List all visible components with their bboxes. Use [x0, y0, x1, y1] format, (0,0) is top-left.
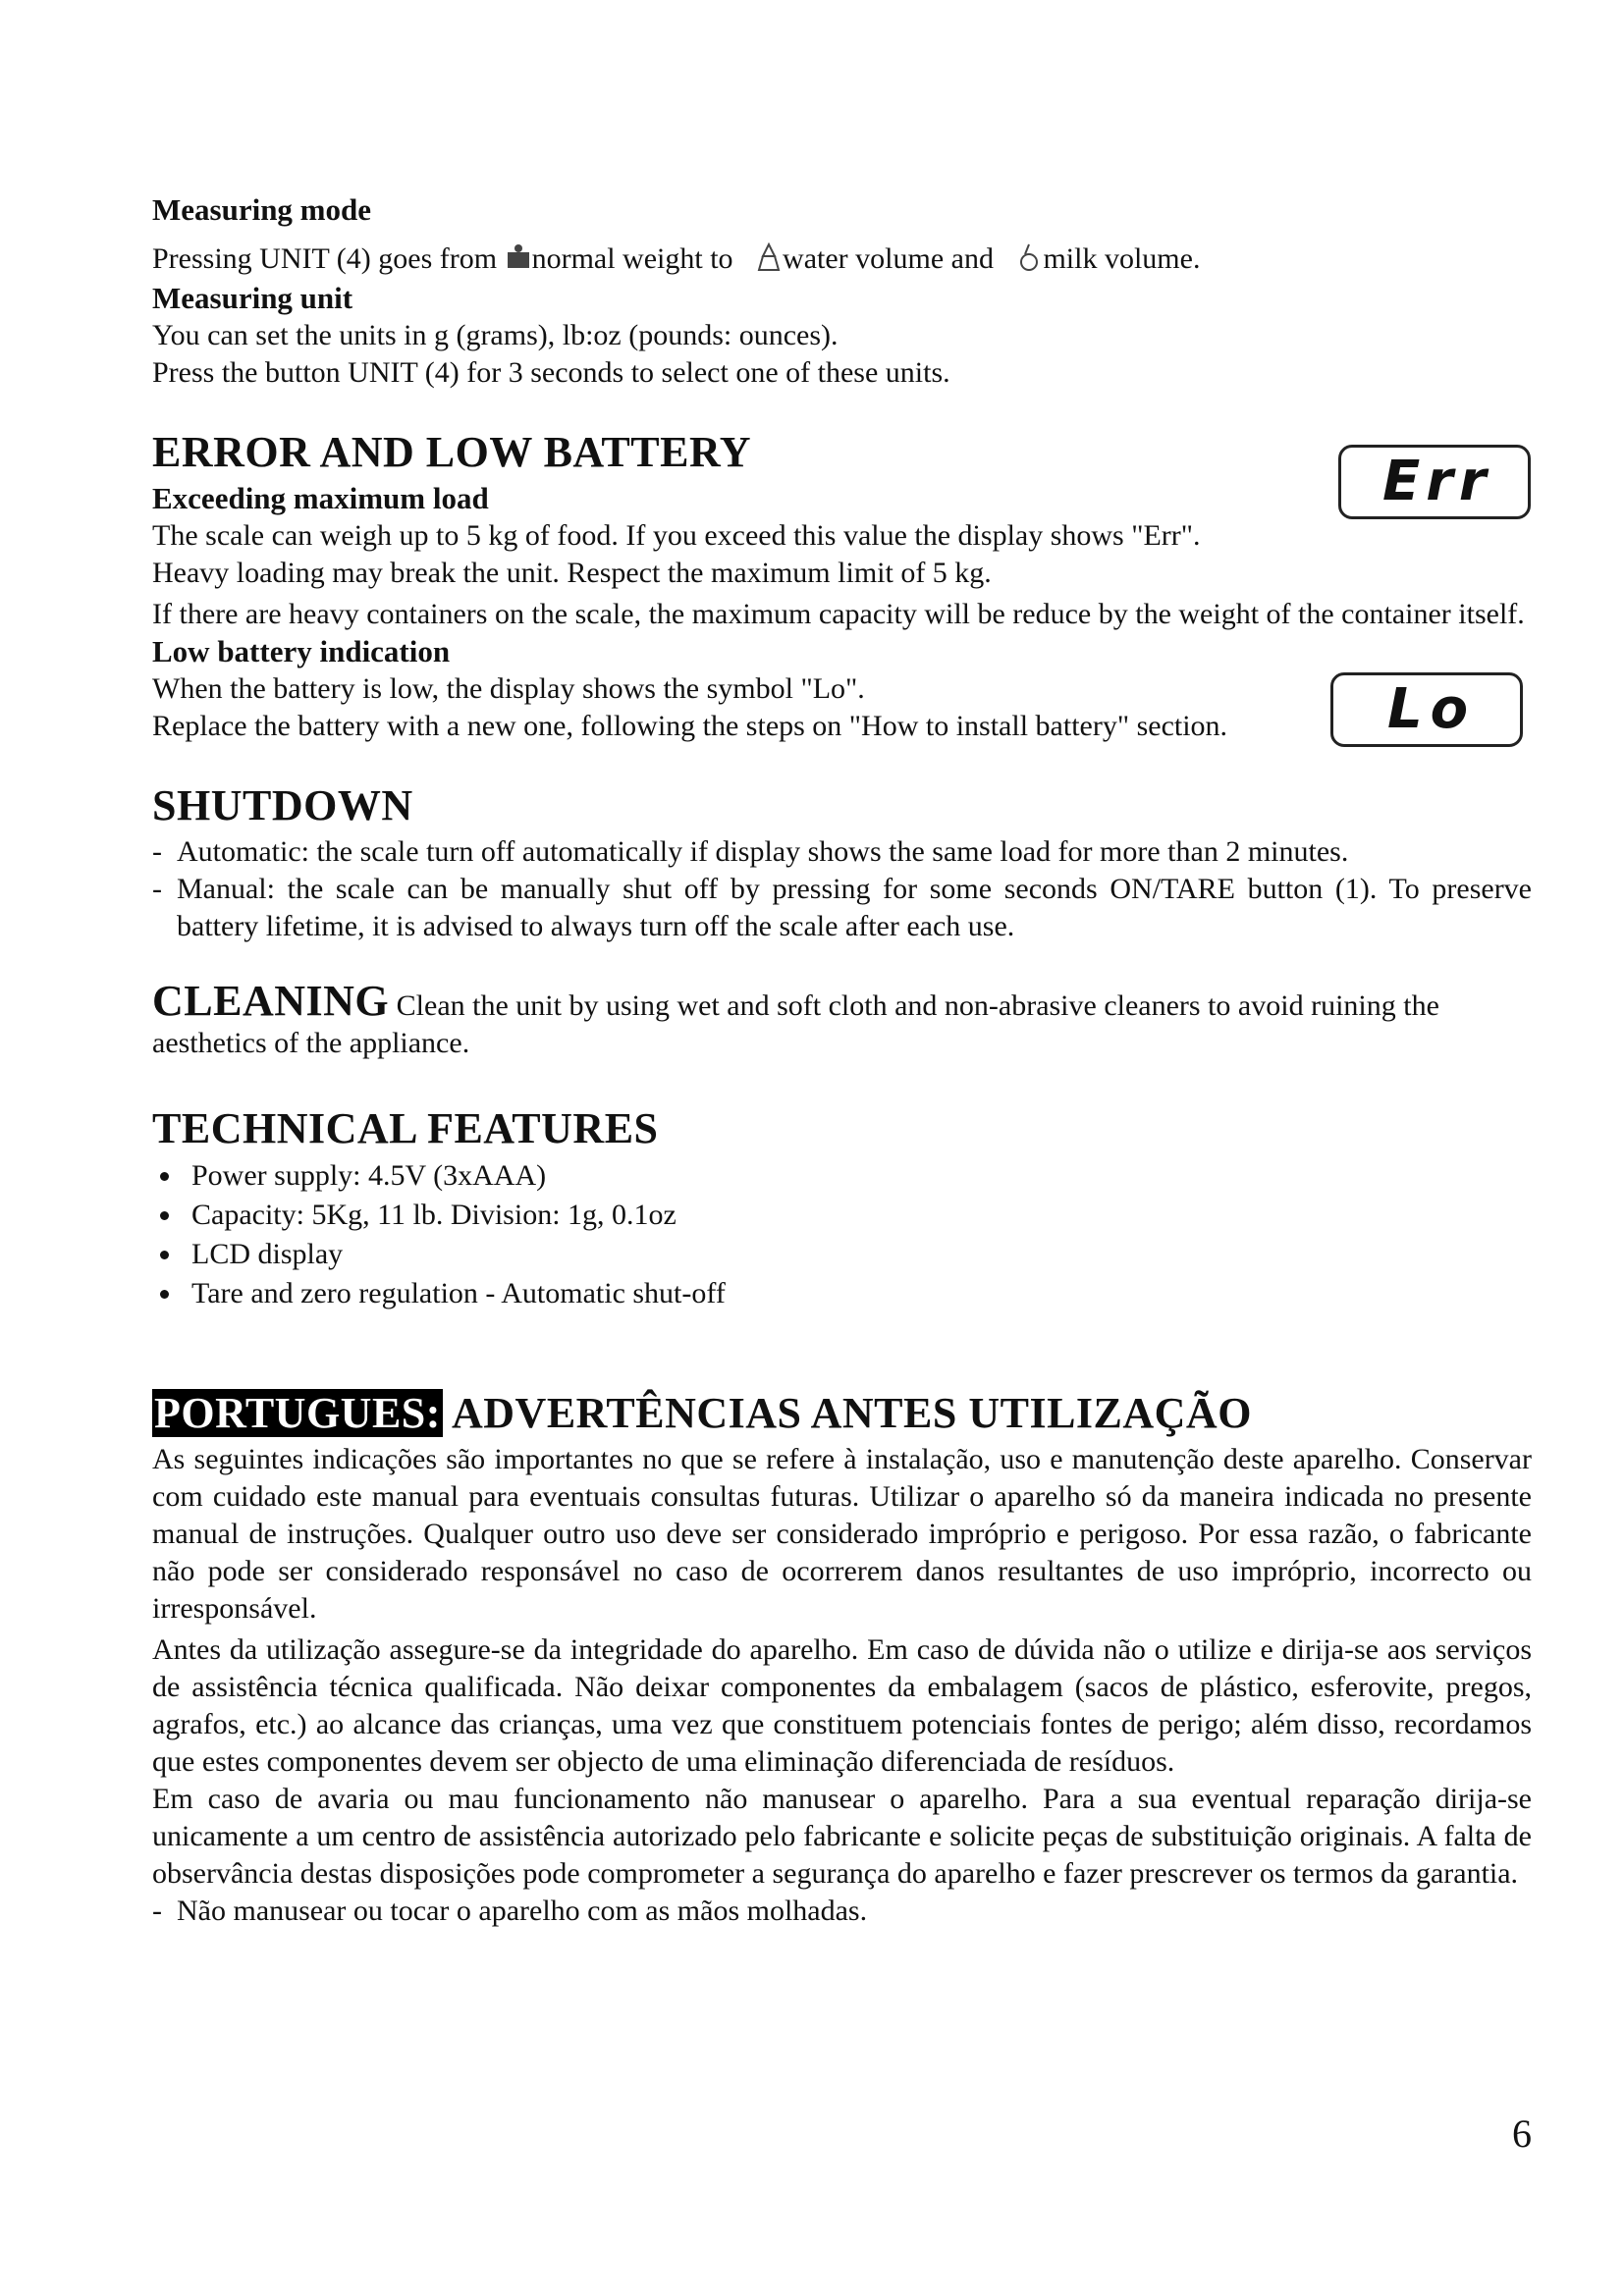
measuring-unit-line-1: You can set the units in g (grams), lb:oz (pounds: ounces). [152, 319, 839, 351]
measuring-mode-text-2: normal weight to [531, 242, 741, 275]
technical-list [152, 1156, 1532, 1313]
document-body [152, 191, 1532, 1930]
portugues-paragraph-3: Em caso de avaria ou mau funcionamento não manusear o aparelho. Para a sua eventual reparação dirija-se unicamente a um centro de assistência autorizado pelo fabricante e solicite peças de substituição originais. A falta de observância destas disposições pode comprometer a segurança do aparelho e fazer prescrever os termos da garantia. [152, 1783, 1532, 1890]
low-battery-line-1: When the battery is low, the display shows the symbol "Lo". [152, 672, 865, 705]
measuring-mode-heading: Measuring mode [152, 192, 372, 227]
exceed-line-3: If there are heavy containers on the scale, the maximum capacity will be reduce by the weight of the container itself. [152, 598, 1525, 630]
technical-item: • LCD display [184, 1235, 1532, 1274]
portugues-title [152, 1386, 1532, 1441]
dash-marker: - [152, 1895, 162, 1927]
dash-marker: - [152, 835, 162, 868]
lo-display-text: Lo [1387, 677, 1477, 741]
cleaning-paragraph [152, 977, 1532, 1062]
shutdown-item-automatic: Automatic: the scale turn off automatically if display shows the same load for more than 2 minutes. [177, 835, 1349, 868]
portugues-bullet [152, 1893, 1532, 1930]
low-battery-line-2: Replace the battery with a new one, following the steps on "How to install battery" section. [152, 710, 1228, 742]
exceed-line-2: Heavy loading may break the unit. Respect the maximum limit of 5 kg. [152, 557, 992, 589]
weight-icon [505, 242, 532, 272]
milk-drop-icon [1015, 242, 1043, 272]
portugues-heading: ADVERTÊNCIAS ANTES UTILIZAÇÃO [442, 1389, 1252, 1437]
error-section-title: ERROR AND LOW BATTERY [152, 428, 751, 476]
portugues-label: PORTUGUES: [154, 1389, 441, 1437]
cleaning-text: Clean the unit by using wet and soft cloth and non-abrasive cleaners to avoid ruining the aesthetics of the appliance. [152, 989, 1439, 1059]
water-drop-icon [755, 242, 783, 272]
portugues-paragraph-2: Antes da utilização assegure-se da integridade do aparelho. Em caso de dúvida não o utilize e dirija-se aos serviços de assistência técnica qualificada. Não deixar componentes da embalagem (sacos de plástico, esferovite, pregos, agrafos, etc.) ao alcance das crianças, uma vez que constituem potenciais fontes de perigo; além disso, recordamos que estes componentes devem ser objecto de uma eliminação diferenciada de resíduos. [152, 1633, 1532, 1778]
portugues-bullet-text: Não manusear ou tocar o aparelho com as mãos molhadas. [177, 1895, 868, 1927]
measuring-mode-text [152, 240, 1532, 278]
measuring-unit-line-2: Press the button UNIT (4) for 3 seconds to select one of these units. [152, 356, 950, 389]
measuring-mode-text-1: Pressing UNIT (4) goes from [152, 242, 505, 275]
page-number: 6 [1512, 2111, 1532, 2156]
measuring-mode-text-4: milk volume. [1043, 242, 1201, 275]
exceed-heading: Exceeding maximum load [152, 481, 489, 515]
exceed-line-1: The scale can weigh up to 5 kg of food. If you exceed this value the display shows "Err". [152, 519, 1201, 552]
technical-title: TECHNICAL FEATURES [152, 1104, 659, 1152]
portugues-paragraph-1: As seguintes indicações são importantes no que se refere à instalação, uso e manutenção deste aparelho. Conservar com cuidado este manual para eventuais consultas futuras. Utilizar o aparelho só da maneira indicada no presente manual de instruções. Qualquer outro uso deve ser considerado impróprio e perigoso. Por essa razão, o fabricante não pode ser considerado responsável no caso de ocorrerem danos resultantes de uso impróprio, incorrecto ou irresponsável. [152, 1443, 1532, 1625]
shutdown-item-manual: Manual: the scale can be manually shut off by pressing for some seconds ON/TARE button (1). To preserve battery lifetime, it is advised to always turn off the scale after each use. [177, 873, 1532, 942]
technical-item: • Tare and zero regulation - Automatic shut-off [184, 1274, 1532, 1313]
low-battery-heading: Low battery indication [152, 634, 451, 668]
shutdown-title: SHUTDOWN [152, 781, 413, 829]
measuring-mode-text-3: water volume and [783, 242, 1001, 275]
shutdown-item [152, 833, 1532, 871]
measuring-unit-heading: Measuring unit [152, 281, 353, 315]
cleaning-title: CLEANING [152, 977, 390, 1025]
shutdown-item [152, 871, 1532, 945]
err-display-text: Err [1382, 450, 1492, 513]
technical-item: • Capacity: 5Kg, 11 lb. Division: 1g, 0.1oz [184, 1196, 1532, 1235]
dash-marker: - [152, 873, 162, 905]
technical-item: • Power supply: 4.5V (3xAAA) [184, 1156, 1532, 1196]
